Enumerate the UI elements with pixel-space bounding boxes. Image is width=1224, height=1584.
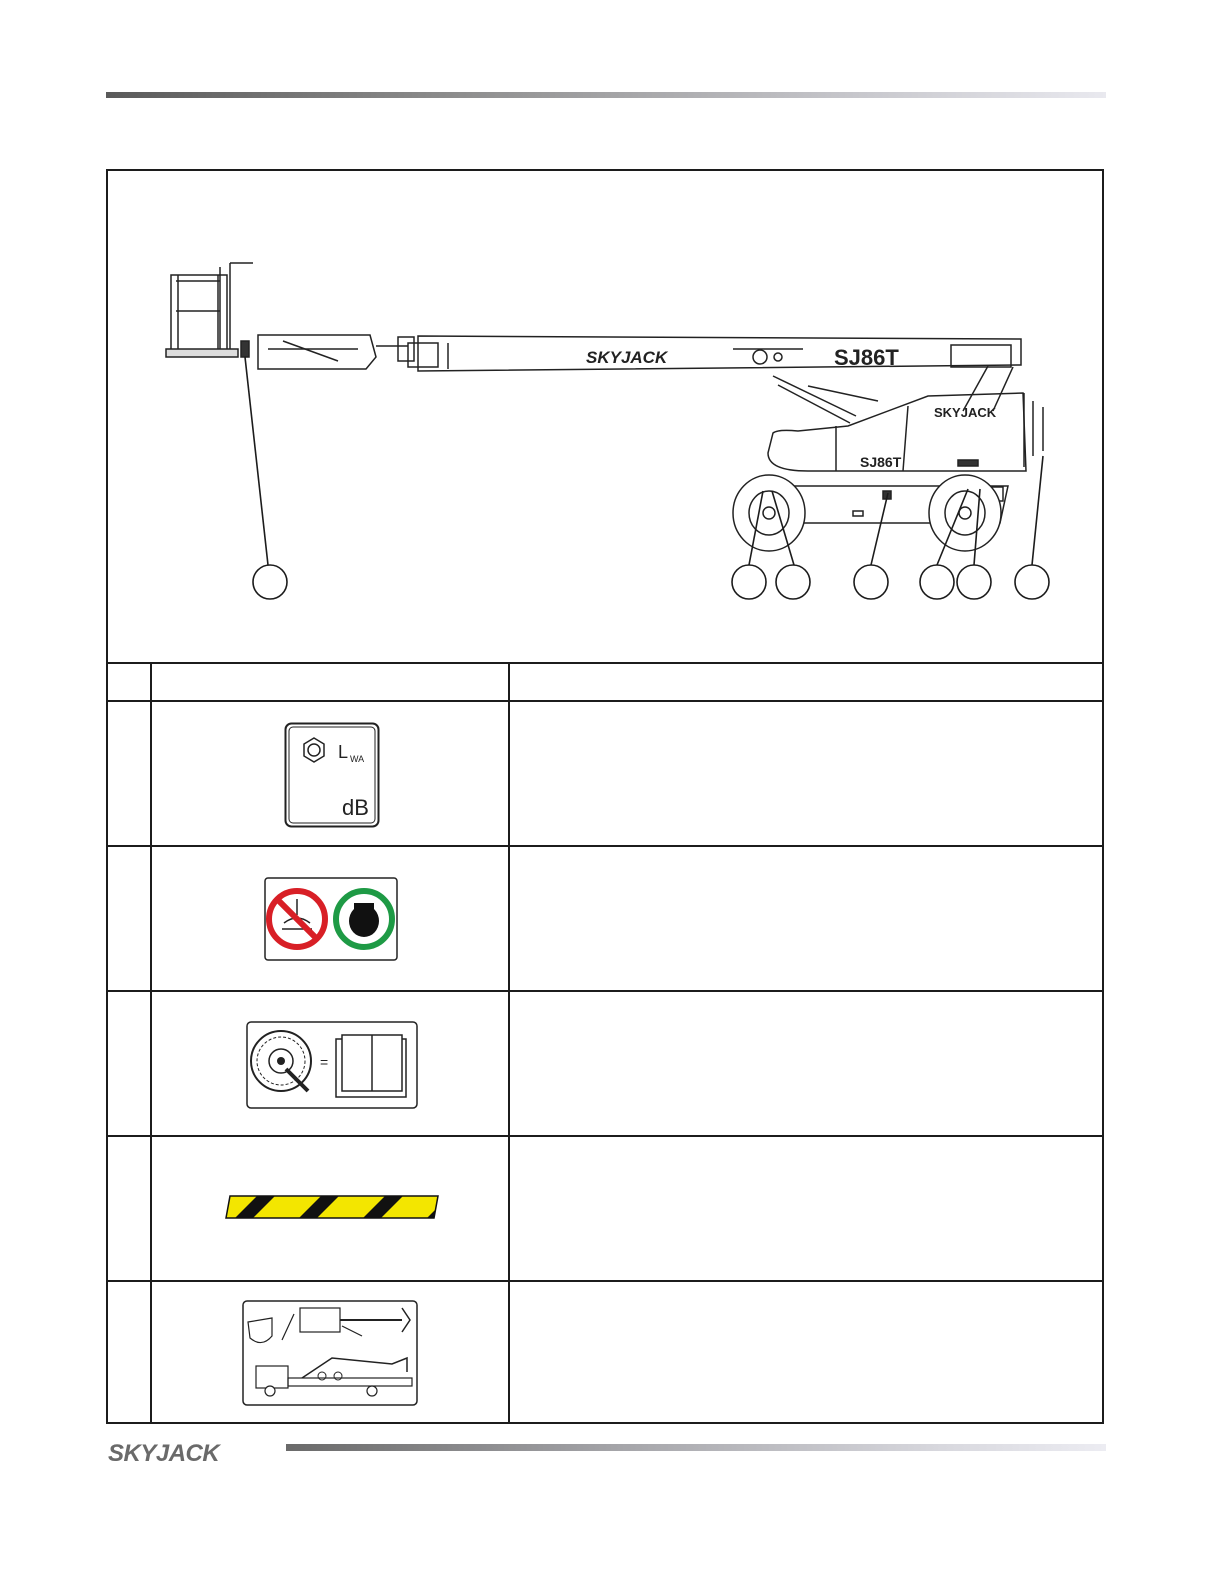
header-rule	[106, 92, 1106, 98]
callout-circle	[253, 565, 287, 599]
callout-circle	[1015, 565, 1049, 599]
callout-circle	[776, 565, 810, 599]
rear-wheel	[929, 475, 1001, 551]
boom-brand-text: SKYJACK	[586, 348, 668, 367]
table-row	[108, 1282, 1102, 1422]
svg-text:dB: dB	[342, 795, 369, 820]
front-wheel	[733, 475, 805, 551]
callout-circle	[854, 565, 888, 599]
turntable-brand-text: SKYJACK	[934, 405, 997, 420]
callout-circle	[732, 565, 766, 599]
table-row	[108, 702, 1102, 847]
svg-text:WA: WA	[350, 754, 365, 764]
svg-text:L: L	[338, 742, 349, 762]
wheel-torque-manual-icon	[246, 1021, 418, 1109]
callout-circle	[920, 565, 954, 599]
turntable-model-text: SJ86T	[860, 454, 902, 470]
yellow-black-hazard-stripe	[224, 1195, 440, 1219]
footer-rule	[286, 1444, 1106, 1451]
boom-model-text: SJ86T	[834, 345, 899, 370]
callout-circle	[957, 565, 991, 599]
transport-tie-down-icon	[242, 1300, 418, 1406]
main-boom	[408, 336, 1021, 371]
callout-leaders	[245, 357, 1043, 565]
skyjack-logo	[107, 1436, 277, 1468]
decal-location-figure	[106, 169, 1104, 1424]
table-row	[108, 1137, 1102, 1282]
svg-text:SKYJACK: SKYJACK	[108, 1440, 220, 1467]
table-header-row	[108, 662, 1102, 702]
table-row	[108, 847, 1102, 992]
turntable	[768, 393, 1043, 471]
no-water-fill-and-rubber-tire-icon	[264, 877, 398, 961]
machine-side-view-diagram	[108, 171, 1102, 662]
platform-basket	[166, 263, 253, 357]
jib-arm	[241, 335, 414, 369]
sound-power-level-icon	[284, 722, 380, 828]
svg-text:=: =	[320, 1054, 329, 1070]
table-row	[108, 992, 1102, 1137]
